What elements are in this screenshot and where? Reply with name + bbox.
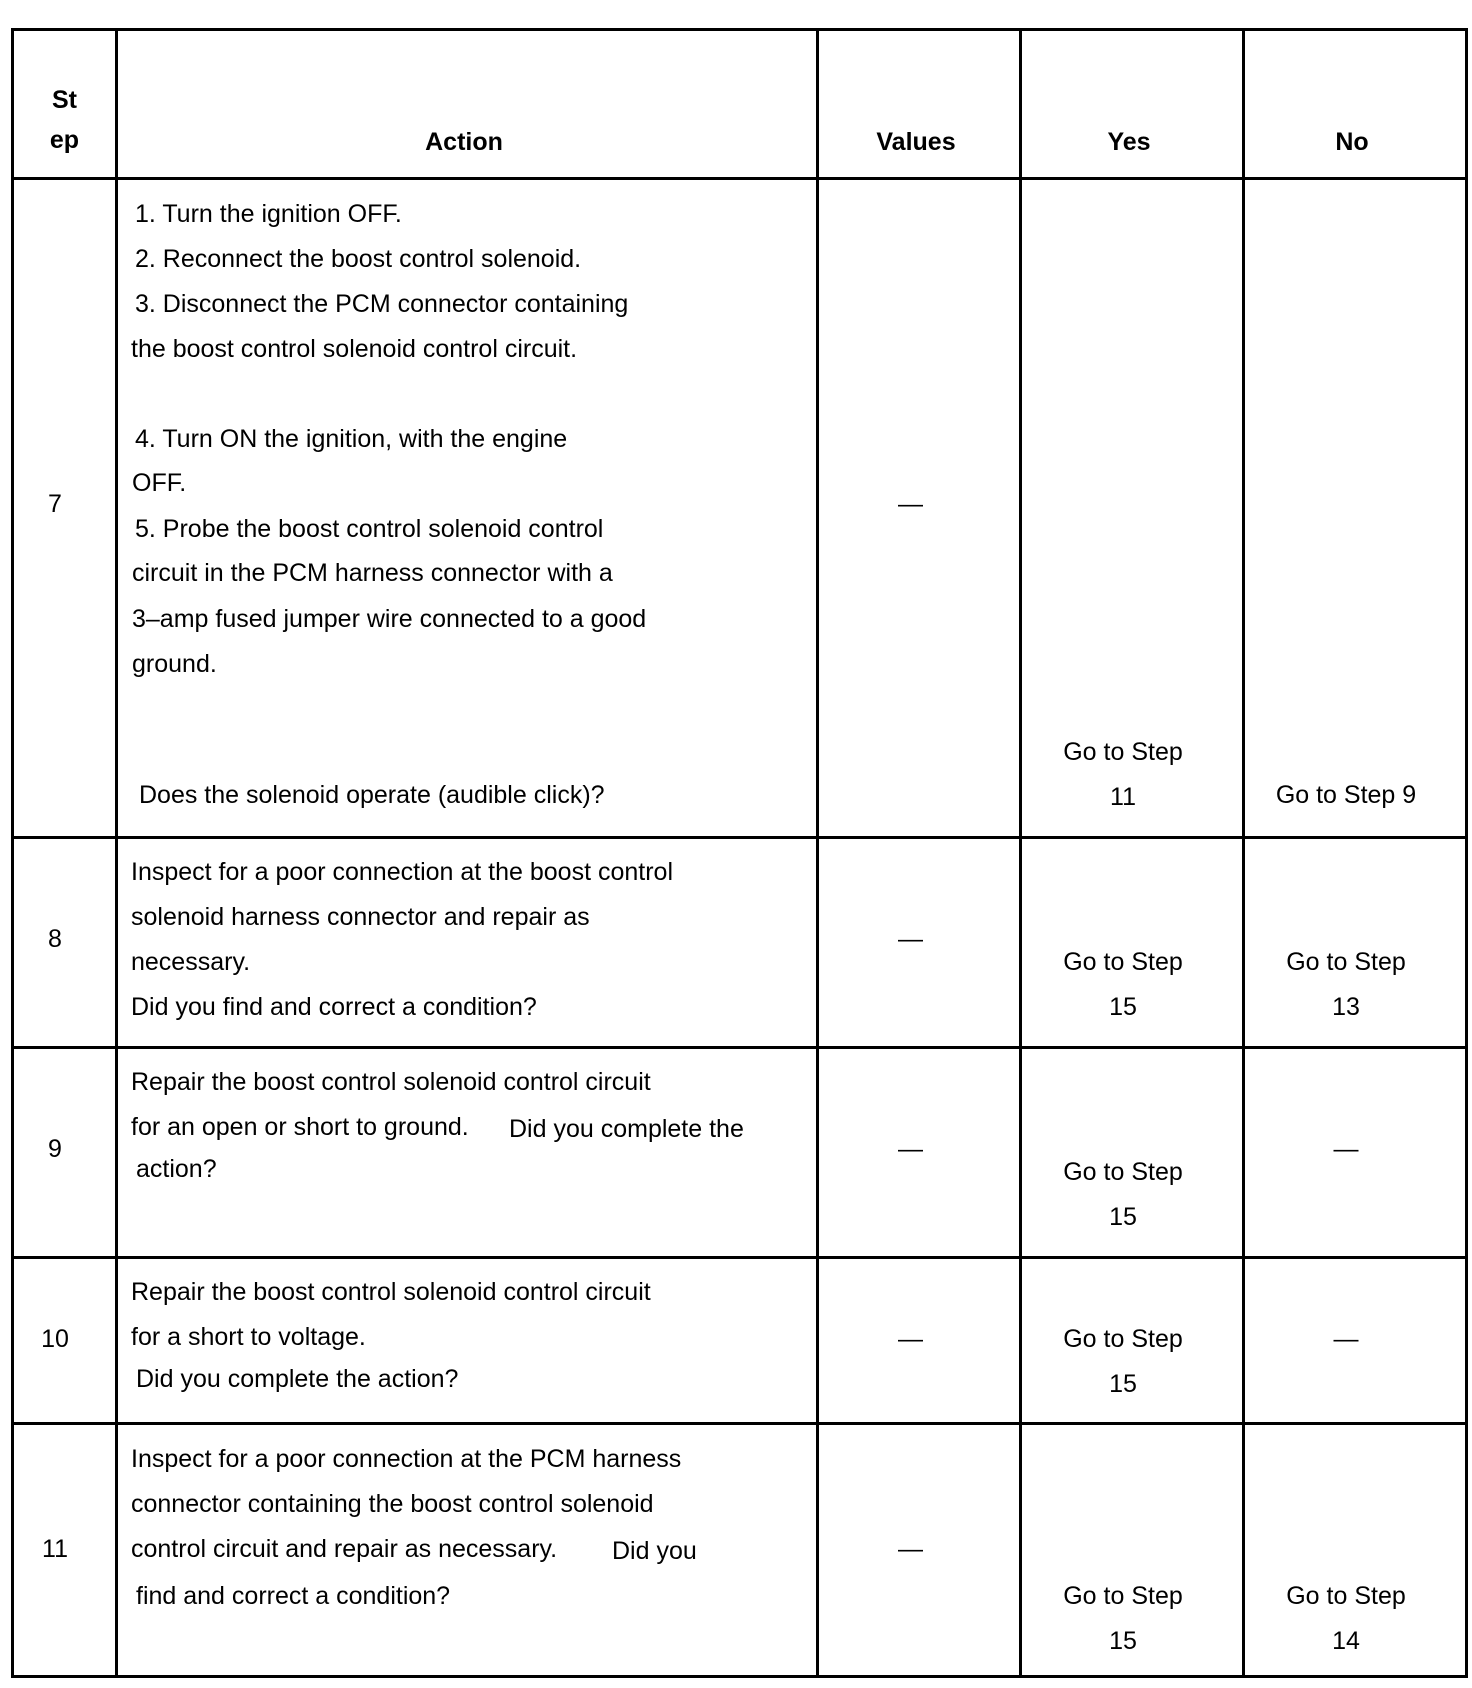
row-divider bbox=[14, 836, 1465, 839]
action-line: for a short to voltage. bbox=[131, 1323, 366, 1351]
table-row-step: 7 bbox=[48, 490, 62, 518]
header-step: St ep bbox=[49, 86, 80, 154]
action-line: control circuit and repair as necessary. bbox=[131, 1535, 558, 1563]
header-values: Values bbox=[876, 128, 956, 156]
table-row-step: 11 bbox=[42, 1535, 68, 1563]
table-row-step: 9 bbox=[48, 1135, 62, 1163]
no-cell: Go to Step 13 bbox=[1286, 948, 1406, 1021]
row-divider bbox=[14, 1422, 1465, 1425]
action-line: OFF. bbox=[132, 469, 187, 497]
action-line: Repair the boost control solenoid control circuit bbox=[131, 1278, 651, 1306]
yes-cell: Go to Step 11 bbox=[1063, 738, 1183, 811]
yes-cell: Go to Step 15 bbox=[1063, 1325, 1183, 1398]
column-divider bbox=[816, 31, 819, 1675]
table-row-step: 10 bbox=[41, 1325, 69, 1353]
column-divider bbox=[1242, 31, 1245, 1675]
column-divider bbox=[115, 31, 118, 1675]
header-action: Action bbox=[425, 128, 503, 156]
yes-cell: Go to Step 15 bbox=[1063, 1158, 1183, 1231]
row-divider bbox=[14, 1046, 1465, 1049]
row-divider bbox=[14, 1256, 1465, 1259]
action-line: Inspect for a poor connection at the boost control bbox=[131, 858, 674, 886]
action-line: 5. Probe the boost control solenoid control bbox=[135, 515, 604, 543]
action-line: 4. Turn ON the ignition, with the engine bbox=[135, 425, 568, 453]
action-line: for an open or short to ground. bbox=[131, 1113, 469, 1141]
action-line: find and correct a condition? bbox=[136, 1582, 451, 1610]
action-line: circuit in the PCM harness connector with a bbox=[132, 559, 613, 587]
values-cell: — bbox=[898, 1325, 923, 1353]
action-question: Did you complete the action? bbox=[136, 1365, 459, 1393]
column-divider bbox=[1019, 31, 1022, 1675]
action-line: Did you complete the bbox=[509, 1115, 744, 1143]
no-cell: — bbox=[1333, 1325, 1359, 1353]
action-line: action? bbox=[136, 1155, 217, 1183]
action-line: necessary. bbox=[131, 948, 251, 976]
action-line: Inspect for a poor connection at the PCM harness bbox=[131, 1445, 682, 1473]
action-line: 3. Disconnect the PCM connector containing bbox=[135, 290, 629, 318]
action-line: ground. bbox=[132, 650, 217, 678]
header-no: No bbox=[1335, 128, 1369, 156]
yes-cell: Go to Step 15 bbox=[1063, 1582, 1183, 1655]
no-cell: Go to Step 9 bbox=[1275, 781, 1417, 809]
no-cell: — bbox=[1333, 1135, 1359, 1163]
action-question: Did you find and correct a condition? bbox=[131, 993, 537, 1021]
action-line: 3–amp fused jumper wire connected to a good bbox=[132, 605, 647, 633]
action-line: 2. Reconnect the boost control solenoid. bbox=[135, 245, 582, 273]
action-line: Did you bbox=[612, 1537, 697, 1565]
action-line: solenoid harness connector and repair as bbox=[131, 903, 590, 931]
values-cell: — bbox=[898, 925, 923, 953]
action-line: connector containing the boost control solenoid bbox=[131, 1490, 654, 1518]
values-cell: — bbox=[898, 490, 923, 518]
no-cell: Go to Step 14 bbox=[1286, 1582, 1406, 1655]
action-question: Does the solenoid operate (audible click)? bbox=[139, 781, 605, 809]
table-row-step: 8 bbox=[48, 925, 62, 953]
header-yes: Yes bbox=[1107, 128, 1151, 156]
action-line: Repair the boost control solenoid control circuit bbox=[131, 1068, 651, 1096]
yes-cell: Go to Step 15 bbox=[1063, 948, 1183, 1021]
action-line: the boost control solenoid control circuit. bbox=[131, 335, 578, 363]
row-divider bbox=[14, 177, 1465, 180]
action-line: 1. Turn the ignition OFF. bbox=[135, 200, 402, 228]
values-cell: — bbox=[898, 1135, 923, 1163]
values-cell: — bbox=[898, 1535, 923, 1563]
